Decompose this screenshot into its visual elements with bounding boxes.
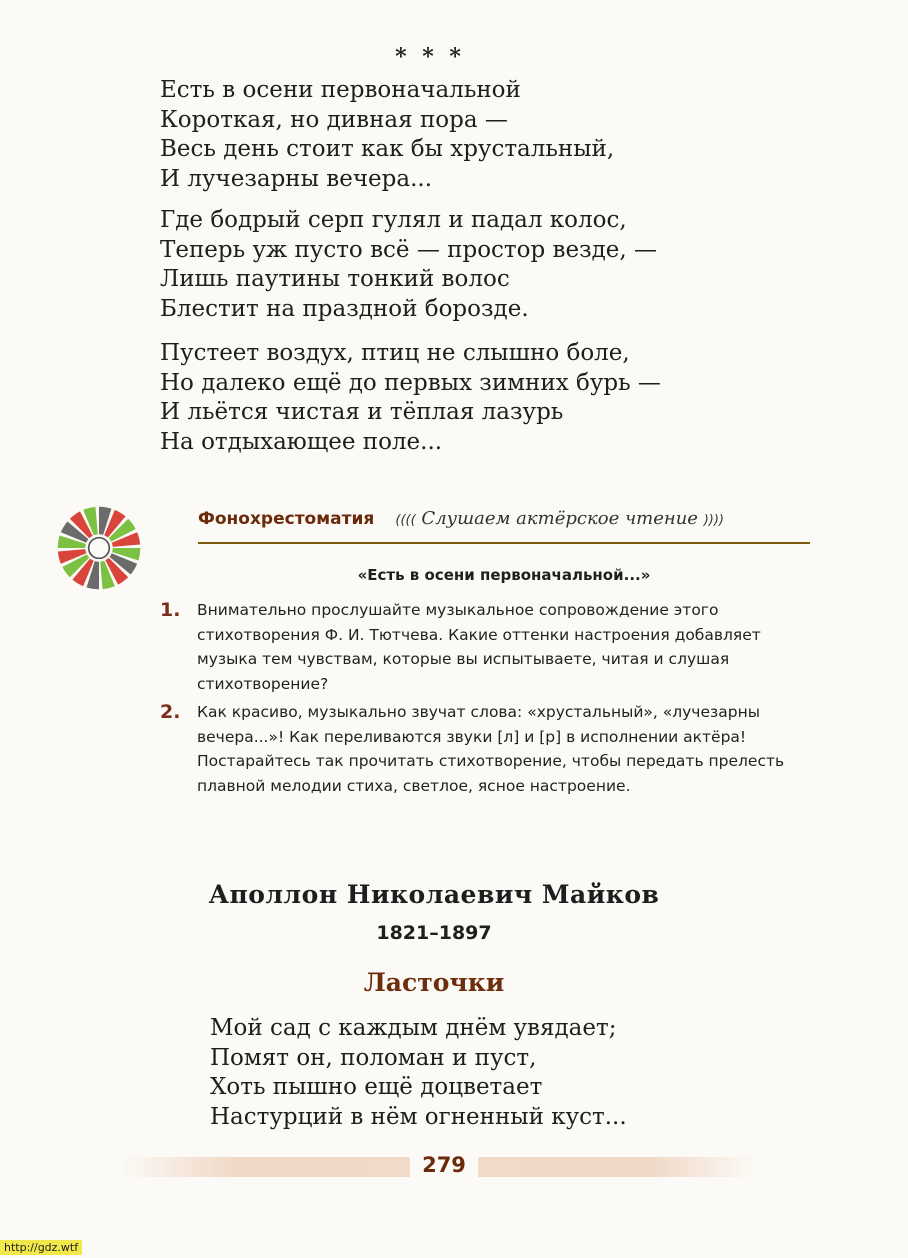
poem-line: Где бодрый серп гулял и падал колос, [160, 207, 627, 233]
task-number: 2. [160, 701, 181, 723]
task-item-1 [160, 598, 815, 696]
phono-subtitle [395, 508, 724, 529]
poem-stanza-3 [160, 339, 661, 457]
sound-wave-right-icon: )))) [703, 513, 724, 528]
poem-line: Настурций в нём огненный куст... [210, 1103, 627, 1130]
page-number: 279 [422, 1153, 466, 1177]
poem-line: Лишь паутины тонкий волос [160, 266, 510, 292]
poem-stanza-2 [160, 206, 657, 324]
phono-subtitle-text: Слушаем актёрское чтение [421, 508, 698, 529]
poem-title: Ласточки [363, 968, 505, 997]
poem-line: Весь день стоит как бы хрустальный, [160, 136, 615, 162]
poem-line: И льётся чистая и тёплая лазурь [160, 399, 564, 425]
author-name: Аполлон Николаевич Майков [208, 880, 660, 909]
sound-wave-left-icon: (((( [395, 513, 416, 528]
poem-line: Мой сад с каждым днём увядает; [210, 1015, 617, 1041]
author-years: 1821–1897 [376, 922, 492, 944]
poem-line: Помят он, поломан и пуст, [210, 1044, 537, 1071]
task-heading: «Есть в осени первоначальной...» [357, 566, 651, 584]
poem2-stanza [210, 1014, 627, 1132]
poem-line: На отдыхающее поле... [160, 428, 443, 455]
poem-line: Хоть пышно ещё доцветает [210, 1074, 543, 1100]
task-text: Внимательно прослушайте музыкальное сопровождение этого стихотворения Ф. И. Тютчева. Какие оттенки настроения добавляет музыка тем чувствам, которые вы испытываете, читая и слушая стихотворение? [197, 601, 761, 693]
poem-line: И лучезарны вечера... [160, 165, 433, 192]
footer-band-right [478, 1157, 758, 1177]
poem-line: Теперь уж пусто всё — простор везде, — [160, 236, 658, 263]
header-rule [198, 542, 810, 544]
poem-line: Блестит на праздной борозде. [160, 295, 529, 322]
poem-line: Но далеко ещё до первых зимних бурь — [160, 369, 661, 396]
poem-line: Пустеет воздух, птиц не слышно боле, [160, 340, 630, 366]
audio-reel-icon [56, 505, 142, 591]
poem-line: Короткая, но дивная пора — [160, 106, 508, 133]
phono-header [198, 508, 724, 529]
phono-title: Фонохрестоматия [198, 509, 375, 529]
task-item-2 [160, 700, 815, 798]
poem-line: Есть в осени первоначальной [160, 77, 521, 103]
task-text: Как красиво, музыкально звучат слова: «хрустальный», «лучезарны вечера...»! Как переливаются звуки [л] и [р] в исполнении актёра! Постарайтесь так прочитать стихотворение, чтобы передать прелесть плавной мелодии стиха, светлое, ясное настроение. [197, 703, 785, 795]
poem-stanza-1 [160, 76, 614, 194]
section-separator: * * * [395, 44, 465, 70]
task-number: 1. [160, 599, 181, 621]
footer-band-left [120, 1157, 410, 1177]
watermark-link[interactable]: http://gdz.wtf [0, 1240, 82, 1255]
